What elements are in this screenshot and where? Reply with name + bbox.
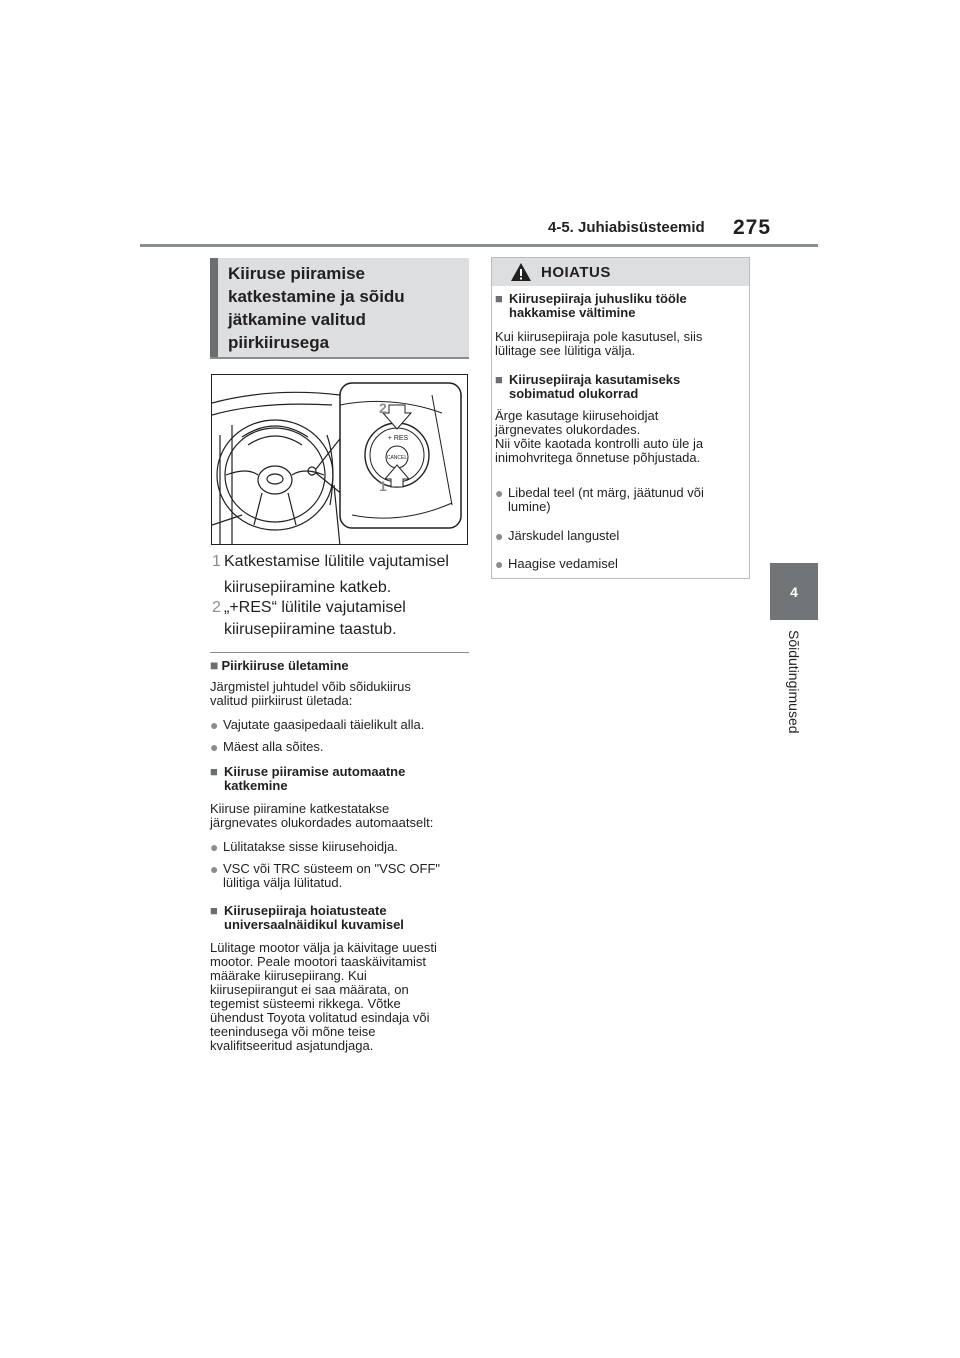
steering-wheel-drawing xyxy=(212,375,468,545)
subsection-heading: ■ Kiirusepiiraja hoiatusteate universaalnäidikul kuvamisel xyxy=(210,903,404,932)
page-number: 275 xyxy=(733,216,772,239)
bullet-icon: ● xyxy=(210,861,219,877)
warning-bullet: ● Libedal teel (nt märg, jäätunud või lumine) xyxy=(495,485,704,514)
square-bullet-icon: ■ xyxy=(210,764,218,779)
section-header: 4-5. Juhiabisüsteemid xyxy=(548,219,705,236)
chapter-title: Sõidutingimused xyxy=(786,630,802,734)
square-bullet-icon: ■ xyxy=(210,657,219,673)
paragraph: Kiiruse piiramine katkestatakse järgnevates olukordades automaatselt: xyxy=(210,801,434,830)
square-bullet-icon: ■ xyxy=(210,903,218,918)
subsection-heading: ■ Piirkiiruse ületamine xyxy=(210,657,349,673)
warning-item-heading: ■ Kiirusepiiraja juhusliku tööle hakkamise vältimine xyxy=(495,291,687,320)
square-bullet-icon: ■ xyxy=(495,291,503,306)
subsection-heading: ■ Kiiruse piiramise automaatne katkemine xyxy=(210,764,406,793)
bullet-icon: ● xyxy=(210,717,219,733)
bullet-item: ● Mäest alla sõites. xyxy=(210,739,324,755)
callout-1: 1 xyxy=(379,478,387,494)
bullet-item: ● VSC või TRC süsteem on "VSC OFF" lülitiga välja lülitatud. xyxy=(210,861,441,890)
separator xyxy=(210,652,469,653)
steering-wheel-illustration xyxy=(211,374,468,545)
warning-bullet: ● Järskudel langustel xyxy=(495,528,620,544)
bullet-item: ● Vajutate gaasipedaali täielikult alla. xyxy=(210,717,425,733)
callout-2: 2 xyxy=(379,400,387,416)
square-bullet-icon: ■ xyxy=(495,372,503,387)
svg-text:+ RES: + RES xyxy=(387,435,409,442)
bullet-icon: ● xyxy=(495,556,504,572)
header-rule xyxy=(140,244,818,247)
bullet-icon: ● xyxy=(495,528,504,544)
bullet-item: ● Lülitatakse sisse kiirusehoidja. xyxy=(210,839,398,855)
warning-triangle-icon xyxy=(510,262,532,282)
warning-bullet: ● Haagise vedamisel xyxy=(495,556,618,572)
paragraph: Järgmistel juhtudel võib sõidukiirus valitud piirkiirust ületada: xyxy=(210,679,411,708)
section-title-line: piirkiirusega xyxy=(228,333,330,352)
section-title-line: jätkamine valitud xyxy=(228,310,366,329)
bullet-icon: ● xyxy=(495,485,504,501)
chapter-tab: 4 xyxy=(770,563,818,620)
res-button xyxy=(388,435,409,442)
bullet-icon: ● xyxy=(210,839,219,855)
warning-paragraph: Ärge kasutage kiirusehoidjat järgnevates olukordades. Nii võite kaotada kontrolli auto üle ja inimohvritega õnnetuse põhjustada. xyxy=(495,408,704,465)
paragraph: Lülitage mootor välja ja käivitage uuesti mootor. Peale mootori taaskäivitamist määrake kiirusepiirang. Kui kiirusepiirangut ei saa määrata, on tegemist süsteemi rikkega. Võtke ühendust Toyota volitatud esindaja või teenindusega või mõne teise kvalifitseeritud asjatundjaga. xyxy=(210,940,437,1053)
bullet-icon: ● xyxy=(210,739,219,755)
section-title-line: katkestamine ja sõidu xyxy=(228,287,405,306)
section-title-line: Kiiruse piiramise xyxy=(228,264,366,283)
warning-item-heading: ■ Kiirusepiiraja kasutamiseks sobimatud olukorrad xyxy=(495,372,681,401)
warning-title: HOIATUS xyxy=(541,264,611,281)
cancel-label: CANCEL xyxy=(386,455,408,461)
warning-paragraph: Kui kiirusepiiraja pole kasutusel, siis lülitage see lülitiga välja. xyxy=(495,329,703,358)
section-title-box xyxy=(210,258,469,358)
title-underline xyxy=(210,357,469,359)
